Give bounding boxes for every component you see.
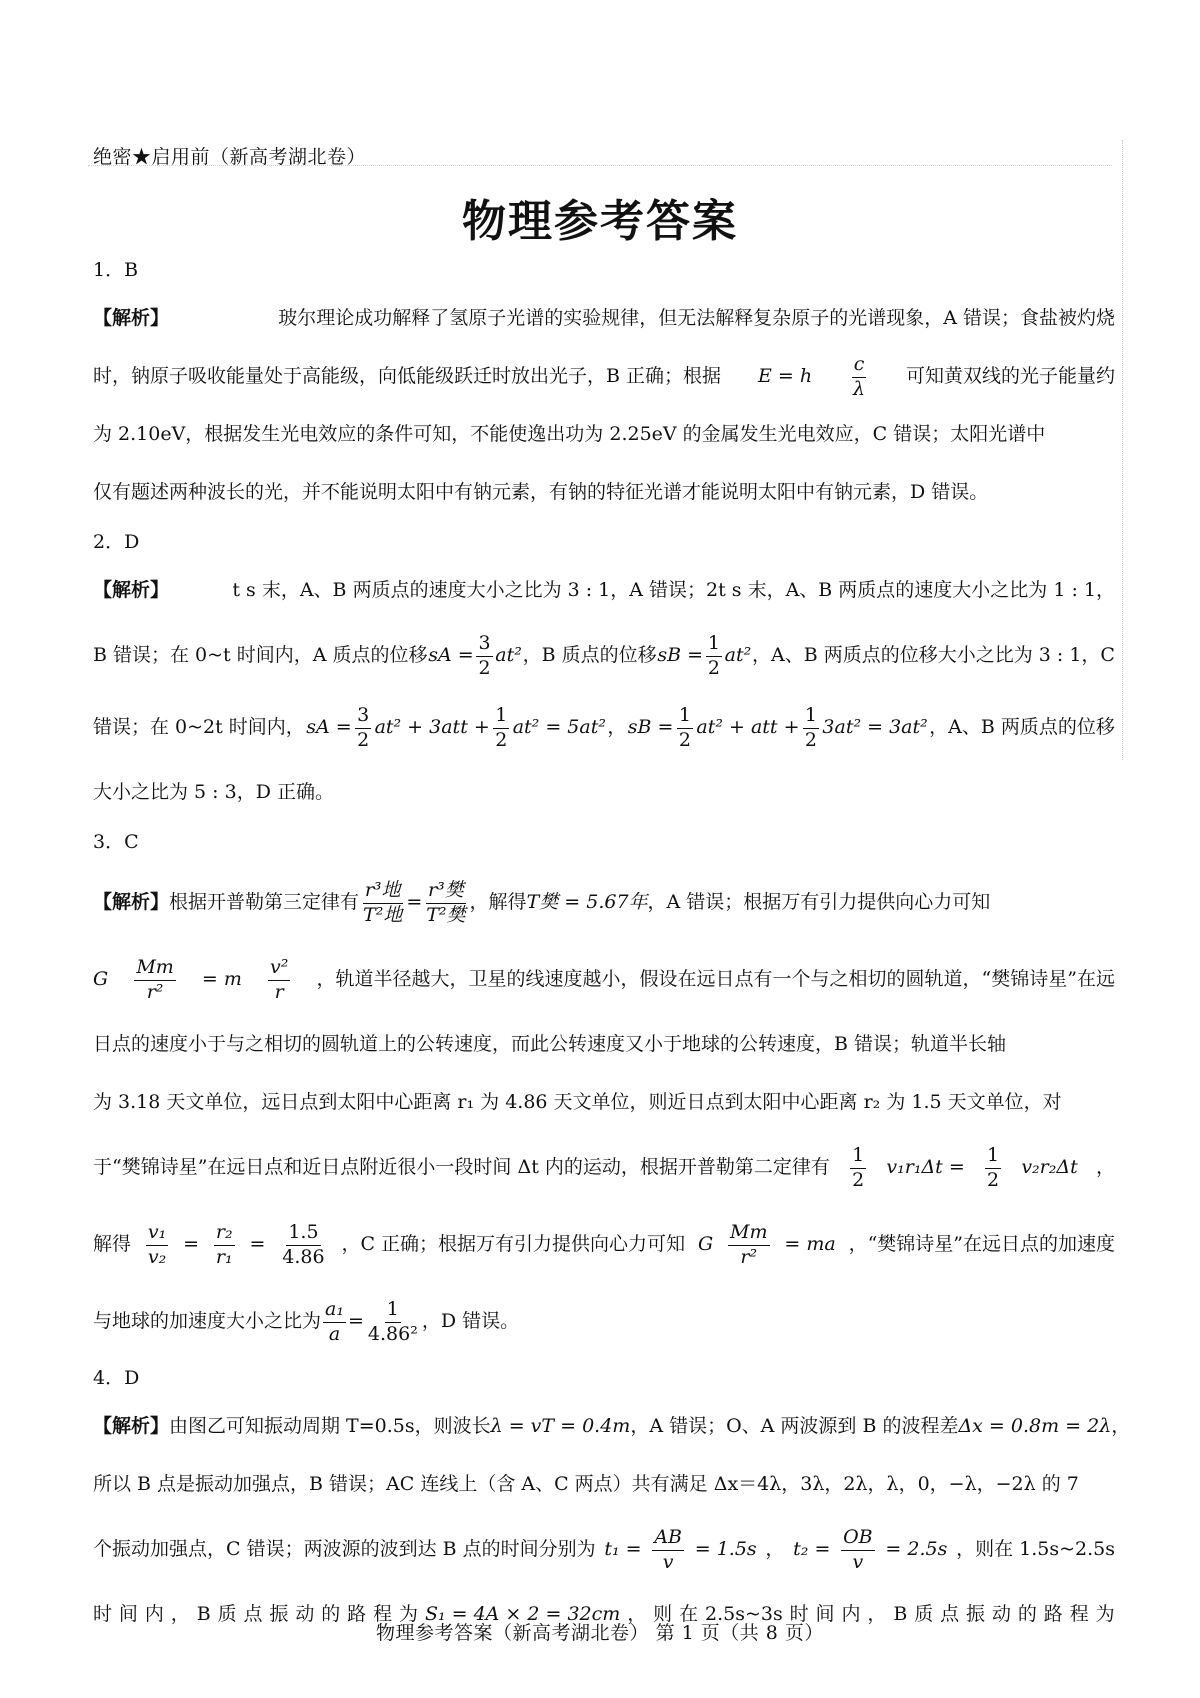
fraction-numerator: v₁ bbox=[146, 1223, 168, 1246]
formula-part: = bbox=[183, 1233, 200, 1256]
q4-text-token: 质 bbox=[217, 1603, 237, 1626]
fraction-numerator: 3 bbox=[355, 706, 371, 729]
q4-line-1 bbox=[93, 1398, 1131, 1456]
formula-part: 3at² = 3at² bbox=[822, 716, 928, 739]
answer-content bbox=[93, 250, 1131, 1644]
formula-part: G bbox=[93, 968, 109, 991]
q4-text: 由图乙可知振动周期 T=0.5s，则波长 bbox=[169, 1415, 491, 1438]
fraction-numerator: 1 bbox=[493, 706, 509, 729]
q3-text: ，D 错误。 bbox=[421, 1310, 520, 1333]
fraction-denominator: 2 bbox=[478, 656, 491, 679]
q1-line-4 bbox=[93, 464, 1115, 522]
q4-line-2 bbox=[93, 1456, 1115, 1514]
fraction-denominator: T²地 bbox=[363, 903, 403, 926]
fraction bbox=[323, 1297, 346, 1345]
q1-text: 为 2.10eV，根据发生光电效应的条件可知，不能使逸出功为 2.25eV 的金属发生光电效应，C 错误；太阳光谱中 bbox=[93, 423, 1046, 446]
analysis-tag: 【解析】 bbox=[93, 307, 170, 330]
fraction bbox=[841, 1525, 875, 1573]
q3-line-2 bbox=[93, 944, 1115, 1016]
q3-text: 为 3.18 天文单位，远日点到太阳中心距离 r₁ 为 4.86 天文单位，则近日点到太阳中心距离 r₂ 为 1.5 天文单位，对 bbox=[93, 1091, 1062, 1114]
formula-part: sB = bbox=[657, 644, 704, 667]
fraction-numerator: 1 bbox=[850, 1146, 866, 1169]
q3-text: ，A 错误；根据万有引力提供向心力可知 bbox=[647, 891, 991, 914]
q4-text-token: 间 bbox=[118, 1603, 138, 1626]
fraction-denominator: 2 bbox=[495, 728, 508, 751]
formula-part: sA = bbox=[428, 644, 474, 667]
fraction-denominator: 2 bbox=[678, 728, 691, 751]
q4-text-token: B bbox=[893, 1603, 908, 1626]
q3-text: ，解得 bbox=[469, 891, 527, 914]
fraction bbox=[728, 1220, 769, 1268]
fraction-numerator: 1 bbox=[985, 1146, 1001, 1169]
fraction-denominator: 2 bbox=[987, 1168, 1000, 1191]
fraction-denominator: 4.86 bbox=[282, 1245, 325, 1268]
q4-text: ，A 错误；O、A 两波源到 B 的波程差 bbox=[630, 1415, 959, 1438]
answer-1: 1．B bbox=[93, 259, 139, 281]
q4-text-token: ， bbox=[867, 1603, 887, 1626]
q4-text-token: 程 bbox=[373, 1603, 393, 1626]
formula-part: sA = bbox=[306, 716, 352, 739]
formula-part: = m bbox=[201, 968, 242, 991]
q4-text: 个振动加强点，C 错误；两波源的波到达 B 点的时间分别为 bbox=[93, 1538, 596, 1561]
fraction-denominator: 2 bbox=[804, 728, 818, 751]
formula-part: t₂ = bbox=[793, 1538, 831, 1561]
formula-part: = 2.5s bbox=[885, 1538, 948, 1561]
fraction-numerator: 1 bbox=[706, 634, 722, 657]
q3-text: 与地球的加速度大小之比为 bbox=[93, 1310, 322, 1333]
q2-line-2 bbox=[93, 620, 1115, 692]
q2-text: t s 末，A、B 两质点的速度大小之比为 3 : 1，A 错误；2t s 末，A、B 两质点的速度大小之比为 1 : 1， bbox=[232, 579, 1115, 602]
fraction-numerator: 3 bbox=[476, 634, 492, 657]
fraction-numerator: r₂ bbox=[214, 1223, 235, 1246]
q2-line-1 bbox=[93, 562, 1115, 620]
q4-text-token: 时 bbox=[789, 1603, 809, 1626]
q4-text-token: 则 bbox=[653, 1603, 673, 1626]
q3-text: ，“樊锦诗星”在远日点的加速度 bbox=[848, 1233, 1115, 1256]
fraction bbox=[851, 352, 867, 400]
fraction-denominator: 2 bbox=[707, 656, 720, 679]
fraction bbox=[146, 1220, 168, 1268]
q4-text: ，则在 1.5s~2.5s bbox=[956, 1538, 1115, 1561]
fraction-numerator: r³樊 bbox=[426, 881, 466, 904]
answer-2: 2．D bbox=[93, 531, 140, 553]
fraction-denominator: 2 bbox=[357, 728, 370, 751]
q2-text: ， bbox=[607, 716, 627, 739]
fraction bbox=[424, 878, 467, 926]
q4-text-token: ， bbox=[170, 1603, 190, 1626]
formula-part: E = h bbox=[757, 365, 813, 388]
q3-text: ，C 正确；根据万有引力提供向心力可知 bbox=[341, 1233, 686, 1256]
fraction-numerator: 1 bbox=[677, 706, 693, 729]
q2-text: ，A、B 两质点的位移 bbox=[929, 716, 1115, 739]
q2-line-3 bbox=[93, 692, 1115, 764]
q4-text-token: 间 bbox=[815, 1603, 835, 1626]
fraction-denominator: λ bbox=[853, 377, 866, 400]
fraction bbox=[366, 1297, 420, 1345]
q2-text: ，A、B 两质点的位移大小之比为 3 : 1，C bbox=[752, 644, 1115, 667]
fraction bbox=[361, 878, 404, 926]
q1-line-1 bbox=[93, 290, 1115, 348]
fraction bbox=[803, 703, 819, 751]
fraction-numerator: AB bbox=[652, 1528, 684, 1551]
q4-text-token: 路 bbox=[347, 1603, 367, 1626]
fraction-numerator: OB bbox=[841, 1528, 875, 1551]
formula-part: at² + att + bbox=[696, 716, 800, 739]
answer-3: 3．C bbox=[93, 831, 139, 853]
formula-part: v₁r₁Δt = bbox=[886, 1156, 965, 1179]
q4-text-token: 时 bbox=[93, 1603, 113, 1626]
q4-text: 所以 B 点是振动加强点，B 错误；AC 连线上（含 A、C 两点）共有满足 Δx＝4λ，3λ，2λ，λ，0，−λ，−2λ 的 7 bbox=[93, 1473, 1079, 1496]
q2-line-4 bbox=[93, 764, 1115, 822]
fraction-numerator: r³地 bbox=[363, 881, 403, 904]
q4-text-token: 为 bbox=[399, 1603, 419, 1626]
fraction bbox=[280, 1220, 326, 1268]
confidential-header: 绝密★启用前（新高考湖北卷） bbox=[93, 146, 367, 168]
formula-part: = bbox=[249, 1233, 266, 1256]
fraction-numerator: 1.5 bbox=[286, 1223, 320, 1246]
fraction-numerator: v² bbox=[268, 958, 290, 981]
q4-text-token: 内 bbox=[841, 1603, 861, 1626]
analysis-tag: 【解析】 bbox=[93, 1415, 170, 1438]
q4-text-token: B bbox=[196, 1603, 211, 1626]
q4-text-token: 点 bbox=[940, 1603, 960, 1626]
q2-text: 错误；在 0~2t 时间内， bbox=[93, 716, 305, 739]
fraction bbox=[493, 703, 509, 751]
q4-text-token: 为 bbox=[1095, 1603, 1115, 1626]
q4-text-token: 动 bbox=[295, 1603, 315, 1626]
fraction-numerator: a₁ bbox=[323, 1300, 346, 1323]
q3-line-4 bbox=[93, 1074, 1115, 1132]
page-title: 物理参考答案 bbox=[462, 196, 738, 247]
q1-text: 玻尔理论成功解释了氢原子光谱的实验规律，但无法解释复杂原子的光谱现象，A 错误；食盐被灼烧 bbox=[278, 307, 1115, 330]
q4-text: ， bbox=[765, 1538, 785, 1561]
q3-line-6 bbox=[93, 1204, 1115, 1286]
formula-part: sB = bbox=[627, 716, 674, 739]
fraction bbox=[214, 1220, 235, 1268]
q4-text-token: 在 bbox=[679, 1603, 699, 1626]
fraction-denominator: r² bbox=[146, 980, 164, 1003]
q4-text-token: 路 bbox=[1043, 1603, 1063, 1626]
q3-line-7 bbox=[93, 1286, 1115, 1358]
fraction-numerator: Mm bbox=[728, 1223, 769, 1246]
fraction-numerator: c bbox=[852, 355, 867, 378]
fraction-denominator: v bbox=[662, 1550, 674, 1573]
fraction-denominator: v bbox=[852, 1550, 864, 1573]
q4-text-token: 点 bbox=[243, 1603, 263, 1626]
fraction-denominator: v₂ bbox=[147, 1245, 167, 1268]
fraction bbox=[985, 1143, 1001, 1191]
q4-text-token: 的 bbox=[321, 1603, 341, 1626]
page-footer: 物理参考答案（新高考湖北卷） 第 1 页（共 8 页） bbox=[376, 1622, 824, 1644]
formula-part: t₁ = bbox=[604, 1538, 642, 1561]
formula-part: at² = 5at² bbox=[512, 716, 606, 739]
q3-text: 日点的速度小于与之相切的圆轨道上的公转速度，而此公转速度又小于地球的公转速度，B 错误；轨道半长轴 bbox=[93, 1033, 1007, 1056]
q2-text: 大小之比为 5 : 3，D 正确。 bbox=[93, 781, 334, 804]
fraction bbox=[850, 1143, 866, 1191]
formula-part: = ma bbox=[784, 1233, 836, 1256]
q4-text-token: 的 bbox=[1017, 1603, 1037, 1626]
fraction bbox=[476, 631, 492, 679]
fraction bbox=[268, 955, 290, 1003]
fraction-denominator: 2 bbox=[852, 1168, 865, 1191]
fraction-numerator: 1 bbox=[385, 1300, 401, 1323]
formula-part: = bbox=[347, 1310, 364, 1333]
q4-text-token: ， bbox=[627, 1603, 647, 1626]
q4-line-3 bbox=[93, 1514, 1115, 1586]
fraction-numerator: 1 bbox=[803, 706, 819, 729]
fraction bbox=[652, 1525, 684, 1573]
q4-text-token: 动 bbox=[991, 1603, 1011, 1626]
q4-text-token: 质 bbox=[914, 1603, 934, 1626]
q4-text-token: 程 bbox=[1069, 1603, 1089, 1626]
q1-line-3 bbox=[93, 406, 1115, 464]
q1-text: 时，钠原子吸收能量处于高能级，向低能级跃迁时放出光子，B 正确；根据 bbox=[93, 365, 722, 388]
fraction-denominator: r bbox=[274, 980, 284, 1003]
q4-text-token: 内 bbox=[144, 1603, 164, 1626]
fraction-denominator: T²樊 bbox=[426, 903, 466, 926]
fraction bbox=[706, 631, 722, 679]
formula-part: at² bbox=[495, 644, 522, 667]
q4-text-token: 振 bbox=[269, 1603, 289, 1626]
q2-text: ，B 质点的位移 bbox=[522, 644, 657, 667]
fraction bbox=[677, 703, 693, 751]
formula-part: T樊 = 5.67年 bbox=[526, 891, 648, 914]
formula-part: = 1.5s bbox=[694, 1538, 757, 1561]
q4-text: ， bbox=[1111, 1415, 1131, 1438]
q1-text: 仅有题述两种波长的光，并不能说明太阳中有钠元素，有钠的特征光谱才能说明太阳中有钠元素，D 错误。 bbox=[93, 481, 989, 504]
q3-text: ， bbox=[1095, 1156, 1115, 1179]
q3-text: 根据开普勒第三定律有 bbox=[169, 891, 360, 914]
formula-part: at² + 3att + bbox=[374, 716, 490, 739]
formula-part: = bbox=[406, 891, 423, 914]
q2-text: B 错误；在 0~t 时间内，A 质点的位移 bbox=[93, 644, 428, 667]
answer-4: 4．D bbox=[93, 1367, 140, 1389]
q4-text-token: 振 bbox=[966, 1603, 986, 1626]
q3-text: 解得 bbox=[93, 1233, 132, 1256]
fraction-denominator: r₁ bbox=[215, 1245, 233, 1268]
q3-text: 于“樊锦诗星”在远日点和近日点附近很小一段时间 Δt 内的运动，根据开普勒第二定律有 bbox=[93, 1156, 830, 1179]
q1-line-2 bbox=[93, 348, 1115, 406]
fraction-denominator: 4.86² bbox=[367, 1322, 418, 1345]
q3-line-1 bbox=[93, 862, 1115, 944]
formula-part: λ = vT = 0.4m bbox=[490, 1415, 631, 1438]
formula-part: at² bbox=[724, 644, 752, 667]
formula-part: G bbox=[697, 1233, 714, 1256]
formula-part: v₂r₂Δt bbox=[1021, 1156, 1078, 1179]
formula-part: Δx = 0.8m = 2λ bbox=[958, 1415, 1112, 1438]
q4-text-token: 2.5s~3s bbox=[704, 1603, 783, 1626]
analysis-tag: 【解析】 bbox=[93, 891, 170, 914]
fraction-denominator: r² bbox=[740, 1245, 758, 1268]
fraction bbox=[134, 955, 175, 1003]
analysis-tag: 【解析】 bbox=[93, 579, 170, 602]
q3-line-5 bbox=[93, 1132, 1115, 1204]
q3-line-3 bbox=[93, 1016, 1115, 1074]
fraction bbox=[355, 703, 371, 751]
fraction-denominator: a bbox=[328, 1322, 341, 1345]
q4-text-token: S₁ = 4A × 2 = 32cm bbox=[424, 1603, 621, 1626]
q1-text: 可知黄双线的光子能量约 bbox=[905, 365, 1115, 388]
q3-text: ，轨道半径越大，卫星的线速度越小，假设在远日点有一个与之相切的圆轨道，“樊锦诗星”在远 bbox=[316, 968, 1115, 991]
fraction-numerator: Mm bbox=[134, 958, 175, 981]
